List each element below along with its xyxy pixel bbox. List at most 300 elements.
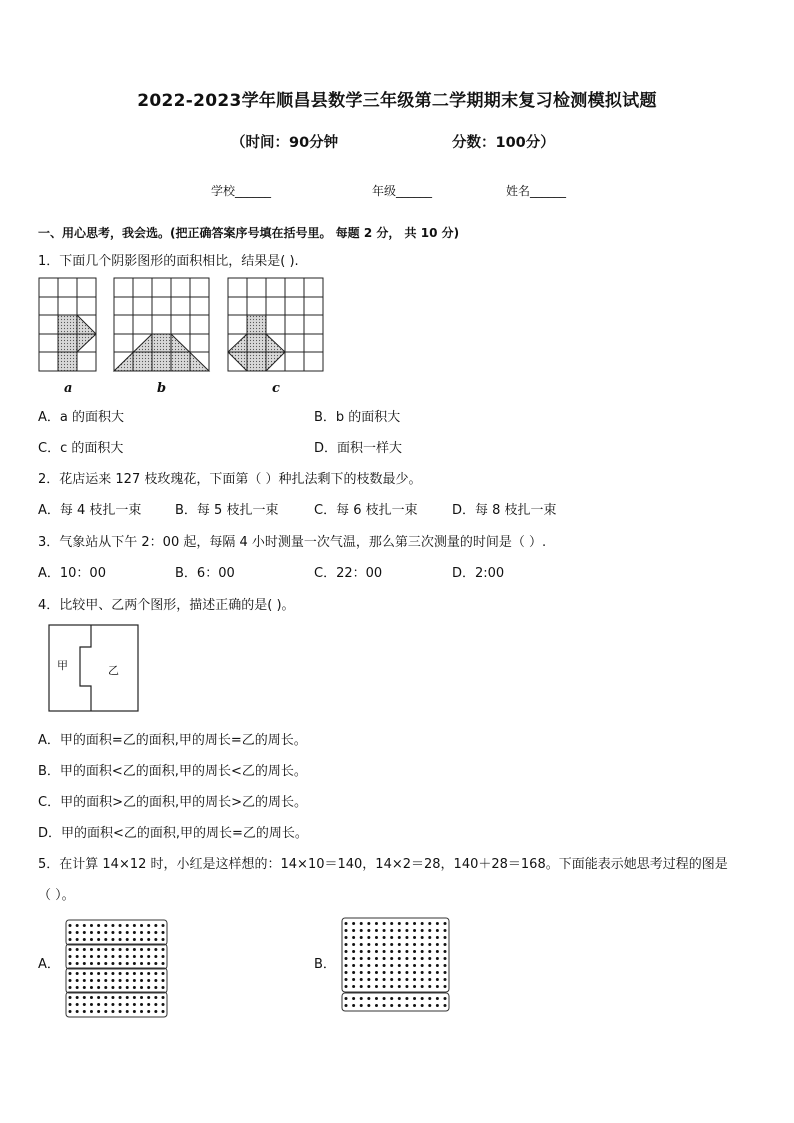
dot (375, 978, 378, 981)
dot (413, 985, 416, 988)
dot (90, 938, 93, 941)
dot (352, 922, 355, 925)
dot (97, 986, 100, 989)
dot (398, 957, 401, 960)
dot (83, 996, 86, 999)
dot (69, 948, 72, 951)
dot (444, 936, 447, 939)
dot (405, 985, 408, 988)
dot (133, 938, 136, 941)
dot (444, 997, 447, 1000)
dot (390, 978, 393, 981)
dot (345, 971, 348, 974)
dot (436, 957, 439, 960)
dot (352, 971, 355, 974)
page-title: 2022-2023学年顺昌县数学三年级第二学期期末复习检测模拟试题 (137, 91, 657, 111)
dot (140, 979, 143, 982)
dot (119, 1010, 122, 1013)
dot (97, 962, 100, 965)
dot (421, 985, 424, 988)
dot (90, 986, 93, 989)
dot (76, 962, 79, 965)
dot (140, 955, 143, 958)
q3-option-c[interactable]: C．22：00 (314, 566, 383, 581)
dot (147, 986, 150, 989)
dot (111, 996, 114, 999)
dot (375, 1004, 378, 1007)
dot (436, 950, 439, 953)
q4-option-a[interactable]: A．甲的面积=乙的面积,甲的周长=乙的周长。 (38, 733, 307, 748)
dot (133, 955, 136, 958)
dot (421, 964, 424, 967)
dot (428, 922, 431, 925)
q4-option-c[interactable]: C．甲的面积>乙的面积,甲的周长>乙的周长。 (38, 795, 307, 810)
dot (97, 938, 100, 941)
dot (375, 964, 378, 967)
dot (162, 962, 165, 965)
dot (154, 955, 157, 958)
dot (154, 931, 157, 934)
dot (360, 978, 363, 981)
dot (147, 924, 150, 927)
dot (154, 1003, 157, 1006)
q1-option-d[interactable]: D．面积一样大 (314, 441, 403, 456)
dot (90, 955, 93, 958)
dot (436, 997, 439, 1000)
dot (375, 985, 378, 988)
dot (444, 950, 447, 953)
dot (352, 978, 355, 981)
dot (90, 972, 93, 975)
dot (390, 950, 393, 953)
dot (126, 962, 129, 965)
dot (444, 943, 447, 946)
dot (398, 997, 401, 1000)
dot (398, 929, 401, 932)
dot (421, 922, 424, 925)
dot (147, 931, 150, 934)
dot (345, 950, 348, 953)
dot (83, 972, 86, 975)
dot (90, 931, 93, 934)
dot (383, 929, 386, 932)
dot (133, 931, 136, 934)
dot (375, 971, 378, 974)
dot (360, 936, 363, 939)
dot (352, 957, 355, 960)
dot (111, 955, 114, 958)
dot (383, 985, 386, 988)
dot (76, 1003, 79, 1006)
dot (147, 979, 150, 982)
dot (162, 948, 165, 951)
dot (428, 943, 431, 946)
q2-option-c[interactable]: C．每 6 枝扎一束 (314, 503, 418, 518)
dot (436, 936, 439, 939)
q1-option-b[interactable]: B．b 的面积大 (314, 410, 401, 425)
dot (383, 950, 386, 953)
dot (360, 964, 363, 967)
dot (126, 938, 129, 941)
option-a-strip (66, 968, 167, 993)
dot (367, 997, 370, 1000)
dot (390, 985, 393, 988)
dot (352, 943, 355, 946)
dot (428, 957, 431, 960)
dot (69, 1010, 72, 1013)
dot (360, 929, 363, 932)
dot (69, 931, 72, 934)
dot (444, 971, 447, 974)
dot (375, 929, 378, 932)
dot (390, 943, 393, 946)
dot (97, 931, 100, 934)
dot (413, 943, 416, 946)
dot (421, 957, 424, 960)
dot (436, 943, 439, 946)
dot (405, 922, 408, 925)
dot (69, 972, 72, 975)
dot (90, 924, 93, 927)
dot (111, 1010, 114, 1013)
dot (119, 924, 122, 927)
dot (126, 948, 129, 951)
dot (444, 957, 447, 960)
dot (352, 929, 355, 932)
dot (69, 962, 72, 965)
dot (405, 936, 408, 939)
dot (97, 955, 100, 958)
dot (428, 950, 431, 953)
dot (413, 978, 416, 981)
dot (104, 931, 107, 934)
dot (444, 1004, 447, 1007)
dot (83, 1010, 86, 1013)
dot (162, 972, 165, 975)
dot (421, 997, 424, 1000)
dot (421, 950, 424, 953)
dot (97, 1003, 100, 1006)
dot (104, 986, 107, 989)
dot (111, 931, 114, 934)
q1-option-a[interactable]: A．a 的面积大 (38, 410, 124, 425)
dot (83, 955, 86, 958)
dot (126, 986, 129, 989)
dot (162, 938, 165, 941)
dot (413, 964, 416, 967)
dot (126, 972, 129, 975)
dot (398, 978, 401, 981)
q3-option-b[interactable]: B．6：00 (175, 566, 235, 581)
q3-option-d[interactable]: D．2:00 (452, 566, 505, 581)
dot (162, 1003, 165, 1006)
dot (133, 924, 136, 927)
dot (104, 948, 107, 951)
dot (154, 924, 157, 927)
dot (360, 985, 363, 988)
dot (97, 996, 100, 999)
dot (76, 986, 79, 989)
dot (76, 948, 79, 951)
option-a-strip (66, 992, 167, 1017)
dot (405, 1004, 408, 1007)
q3-option-a[interactable]: A．10：00 (38, 566, 106, 581)
dot (147, 955, 150, 958)
dot (413, 971, 416, 974)
dot (76, 979, 79, 982)
dot (133, 962, 136, 965)
dot (367, 971, 370, 974)
dot (367, 964, 370, 967)
dot (345, 985, 348, 988)
dot (383, 964, 386, 967)
school-field: 学校______ (211, 184, 272, 198)
dot (162, 986, 165, 989)
dot (147, 938, 150, 941)
dot (375, 943, 378, 946)
figure-b-label: b (157, 381, 167, 396)
dot (390, 922, 393, 925)
dot (360, 1004, 363, 1007)
dot (90, 996, 93, 999)
dot (405, 978, 408, 981)
dot (390, 929, 393, 932)
dot (352, 997, 355, 1000)
dot (345, 943, 348, 946)
dot (428, 971, 431, 974)
dot (147, 1003, 150, 1006)
dot (383, 997, 386, 1000)
dot (104, 972, 107, 975)
dot (104, 955, 107, 958)
dot (345, 1004, 348, 1007)
dot (398, 985, 401, 988)
dot (76, 938, 79, 941)
dot (345, 929, 348, 932)
q4-option-b[interactable]: B．甲的面积<乙的面积,甲的周长<乙的周长。 (38, 764, 307, 779)
q5-stem: 5．在计算 14×12 时，小红是这样想的：14×10＝140，14×2＝28，140＋28＝168。下面能表示她思考过程的图是 (38, 857, 728, 872)
dot (76, 1010, 79, 1013)
option-b-block-2 (342, 993, 449, 1011)
dot (119, 986, 122, 989)
dot (436, 964, 439, 967)
dot (345, 997, 348, 1000)
dot (413, 950, 416, 953)
dot (367, 950, 370, 953)
dot (398, 950, 401, 953)
figure-yi-label: 乙 (108, 664, 119, 677)
dot (111, 924, 114, 927)
dot (367, 1004, 370, 1007)
dot (83, 924, 86, 927)
dot (436, 971, 439, 974)
q5-stem-blank: （ ）。 (38, 888, 75, 903)
dot (119, 1003, 122, 1006)
grade-field: 年级______ (372, 184, 433, 198)
dot (97, 924, 100, 927)
dot (119, 979, 122, 982)
q1-option-c[interactable]: C．c 的面积大 (38, 441, 124, 456)
dot (97, 972, 100, 975)
dot (405, 957, 408, 960)
dot (390, 936, 393, 939)
dot (428, 929, 431, 932)
q2-option-a[interactable]: A．每 4 枝扎一束 (38, 503, 142, 518)
dot (367, 957, 370, 960)
dot (154, 986, 157, 989)
dot (126, 979, 129, 982)
dot (398, 936, 401, 939)
dot (154, 1010, 157, 1013)
dot (405, 950, 408, 953)
dot (398, 1004, 401, 1007)
dot (383, 936, 386, 939)
dot (83, 931, 86, 934)
dot (436, 985, 439, 988)
dot (126, 1003, 129, 1006)
dot (140, 972, 143, 975)
dot (133, 972, 136, 975)
dot (126, 955, 129, 958)
dot (162, 1010, 165, 1013)
dot (90, 979, 93, 982)
dot (375, 957, 378, 960)
dot (360, 950, 363, 953)
dot (421, 936, 424, 939)
dot (428, 997, 431, 1000)
dot (162, 996, 165, 999)
dot (383, 971, 386, 974)
dot (111, 948, 114, 951)
dot (119, 996, 122, 999)
figure-c-label: c (272, 381, 280, 396)
dot (140, 962, 143, 965)
dot (345, 964, 348, 967)
dot (360, 922, 363, 925)
dot (345, 957, 348, 960)
dot (383, 978, 386, 981)
dot (140, 924, 143, 927)
dot (352, 950, 355, 953)
dot (69, 986, 72, 989)
dot (436, 978, 439, 981)
dot (405, 943, 408, 946)
dot (413, 936, 416, 939)
dot (421, 1004, 424, 1007)
dot (97, 979, 100, 982)
dot (444, 964, 447, 967)
dot (436, 922, 439, 925)
dot (126, 1010, 129, 1013)
q3-stem: 3．气象站从下午 2：00 起，每隔 4 小时测量一次气温，那么第三次测量的时间是（ ）. (38, 535, 547, 550)
dot (360, 971, 363, 974)
dot (383, 943, 386, 946)
dot (405, 964, 408, 967)
q2-option-d[interactable]: D．每 8 枝扎一束 (452, 503, 557, 518)
dot (126, 996, 129, 999)
dot (97, 948, 100, 951)
dot (111, 972, 114, 975)
dot (76, 924, 79, 927)
dot (398, 971, 401, 974)
dot (69, 955, 72, 958)
dot (140, 931, 143, 934)
q2-option-b[interactable]: B．每 5 枝扎一束 (175, 503, 279, 518)
dot (126, 931, 129, 934)
dot (428, 1004, 431, 1007)
dot (140, 1010, 143, 1013)
dot (119, 948, 122, 951)
dot (413, 957, 416, 960)
dot (133, 996, 136, 999)
dot (405, 929, 408, 932)
dot (383, 957, 386, 960)
figure-a-label: a (64, 381, 73, 396)
dot (428, 978, 431, 981)
exam-score: 分数：100分） (452, 135, 555, 151)
dot (76, 931, 79, 934)
dot (428, 936, 431, 939)
dot (76, 955, 79, 958)
dot (111, 979, 114, 982)
q5-option-a[interactable]: A． (38, 957, 60, 972)
dot (104, 996, 107, 999)
section-heading: 一、用心思考，我会选。(把正确答案序号填在括号里。 每题 2 分， 共 10 分) (38, 226, 460, 240)
dot (104, 962, 107, 965)
dot (83, 962, 86, 965)
dot (421, 943, 424, 946)
dot (104, 924, 107, 927)
dot (398, 964, 401, 967)
dot (352, 964, 355, 967)
dot (360, 943, 363, 946)
dot (133, 986, 136, 989)
dot (119, 931, 122, 934)
dot (126, 924, 129, 927)
dot (352, 936, 355, 939)
dot (140, 938, 143, 941)
dot (133, 1003, 136, 1006)
dot (90, 962, 93, 965)
figure-jia-label: 甲 (57, 659, 68, 672)
dot (345, 922, 348, 925)
dot (76, 972, 79, 975)
dot (154, 962, 157, 965)
dot (69, 924, 72, 927)
dot (119, 938, 122, 941)
dot (383, 922, 386, 925)
dot (367, 978, 370, 981)
q5-option-b[interactable]: B． (314, 957, 336, 972)
dot (421, 929, 424, 932)
dot (367, 922, 370, 925)
dot (147, 948, 150, 951)
q4-option-d[interactable]: D．甲的面积<乙的面积,甲的周长=乙的周长。 (38, 826, 308, 841)
dot (154, 979, 157, 982)
option-a-strip (66, 944, 167, 969)
dot (154, 938, 157, 941)
dot (104, 1003, 107, 1006)
dot (436, 1004, 439, 1007)
dot (104, 938, 107, 941)
dot (436, 929, 439, 932)
dot (133, 948, 136, 951)
dot (119, 972, 122, 975)
dot (162, 924, 165, 927)
dot (147, 996, 150, 999)
dot (367, 936, 370, 939)
dot (83, 938, 86, 941)
